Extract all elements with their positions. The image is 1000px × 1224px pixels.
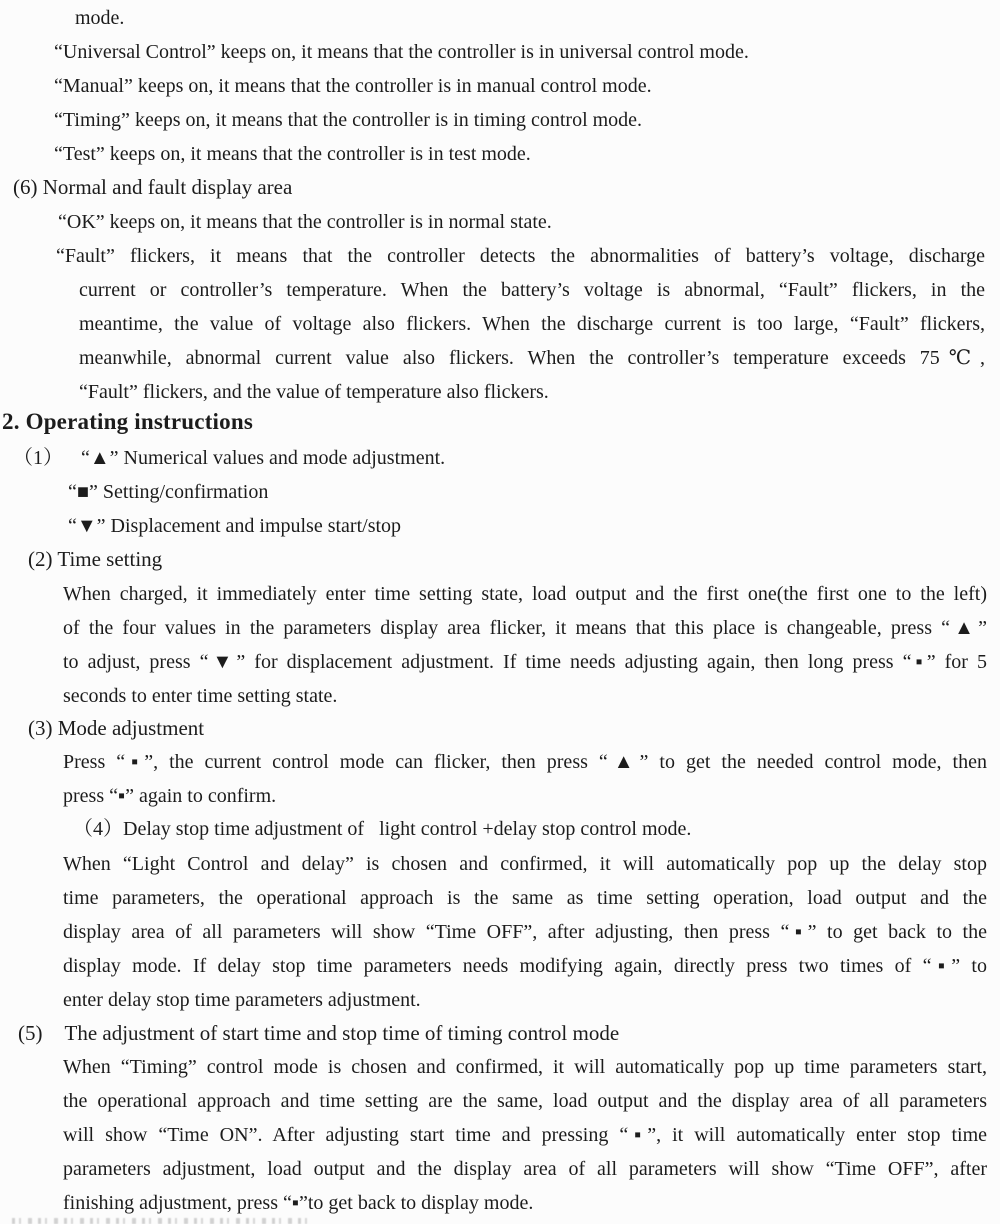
item-2-heading: (2) Time setting: [28, 547, 163, 571]
item-5-heading: [18, 1016, 619, 1050]
indicator-line-timing: “Timing” keeps on, it means that the controller is in timing control mode.: [54, 109, 643, 131]
indicator-line-universal-control: “Universal Control” keeps on, it means that the controller is in universal control mode.: [54, 41, 749, 63]
paragraph-line: When “Timing” control mode is chosen and confirmed, it will automatically pop up time parameters start,: [63, 1056, 987, 1078]
paragraph-line: enter delay stop time parameters adjustment.: [63, 989, 421, 1011]
paragraph-line: to adjust, press “▼” for displacement adjustment. If time needs adjusting again, then long press “▪” for 5: [63, 651, 987, 673]
paragraph-line: parameters adjustment, load output and the display area of all parameters will show “Time OFF”, after: [63, 1158, 987, 1180]
item-3-heading: (3) Mode adjustment: [28, 716, 205, 740]
section-2-heading: 2. Operating instructions: [2, 409, 253, 434]
paragraph-line: of the four values in the parameters display area flicker, it means that this place is changeable, press “▲”: [63, 617, 987, 639]
paragraph-line: will show “Time ON”. After adjusting start time and pressing “▪”, it will automatically enter stop time: [63, 1124, 987, 1146]
fault-description-paragraph: [56, 239, 985, 409]
paragraph-line: meanwhile, abnormal current value also flickers. When the controller’s temperature exceeds 75℃,: [79, 347, 985, 369]
cutoff-line-remnant: [12, 1218, 307, 1224]
down-button-legend: “▼” Displacement and impulse start/stop: [68, 515, 402, 537]
item-5-heading-text: The adjustment of start time and stop time of timing control mode: [64, 1021, 620, 1045]
set-button-legend: “■” Setting/confirmation: [68, 481, 269, 503]
up-button-legend: “▲” Numerical values and mode adjustment.: [81, 447, 446, 469]
item-4-heading: （4）Delay stop time adjustment of light control +delay stop control mode.: [73, 818, 692, 840]
paragraph-line: press “▪” again to confirm.: [63, 785, 277, 807]
item-5-number: (5): [18, 1021, 43, 1045]
time-setting-paragraph: [63, 577, 987, 713]
paragraph-continuation-line: mode.: [75, 7, 125, 29]
paragraph-line: seconds to enter time setting state.: [63, 685, 338, 707]
paragraph-line: the operational approach and time setting are the same, load output and the display area of all parameters: [63, 1090, 987, 1112]
item-1-buttons-line: [13, 441, 445, 475]
paragraph-line: “Fault” flickers, and the value of temperature also flickers.: [79, 381, 549, 403]
paragraph-line: “Fault” flickers, it means that the controller detects the abnormalities of battery’s voltage, discharge: [56, 245, 985, 267]
paragraph-line: meantime, the value of voltage also flickers. When the discharge current is too large, “Fault” flickers,: [79, 313, 985, 335]
indicator-line-test: “Test” keeps on, it means that the controller is in test mode.: [54, 143, 531, 165]
paragraph-line: current or controller’s temperature. When the battery’s voltage is abnormal, “Fault” flickers, in the: [79, 279, 985, 301]
paragraph-line: Press “▪”, the current control mode can flicker, then press “▲” to get the needed control mode, then: [63, 751, 987, 773]
paragraph-line: time parameters, the operational approach is the same as time setting operation, load output and the: [63, 887, 987, 909]
paragraph-line: finishing adjustment, press “▪”to get back to display mode.: [63, 1192, 534, 1214]
timing-adjustment-paragraph: [63, 1050, 987, 1220]
indicator-line-manual: “Manual” keeps on, it means that the controller is in manual control mode.: [54, 75, 652, 97]
paragraph-line: When charged, it immediately enter time setting state, load output and the first one(the first one to the left): [63, 583, 987, 605]
paragraph-line: display area of all parameters will show “Time OFF”, after adjusting, then press “▪” to get back to the: [63, 921, 987, 943]
delay-stop-paragraph: [63, 847, 987, 1017]
ok-indicator-line: “OK” keeps on, it means that the controller is in normal state.: [58, 211, 552, 233]
item-1-number: （1）: [13, 447, 63, 469]
paragraph-line: When “Light Control and delay” is chosen and confirmed, it will automatically pop up the delay stop: [63, 853, 987, 875]
paragraph-line: display mode. If delay stop time parameters needs modifying again, directly press two times of “▪” to: [63, 955, 987, 977]
mode-adjustment-paragraph: [63, 745, 987, 813]
section-6-heading: (6) Normal and fault display area: [13, 175, 293, 199]
